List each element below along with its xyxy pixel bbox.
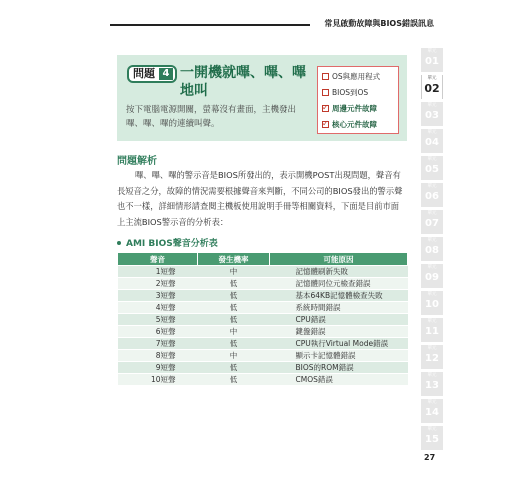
table-row (118, 374, 408, 386)
beep-code-table (117, 252, 408, 386)
cell-cause: CMOS錯誤 (270, 374, 408, 386)
chapter-tabs (421, 48, 443, 453)
chapter-tab-04[interactable] (421, 129, 443, 153)
cell-sound: 7短聲 (118, 338, 198, 350)
chapter-tab-label: 單元 (427, 346, 437, 351)
checkbox-checked-icon (322, 105, 329, 112)
chapter-tab-09[interactable] (421, 264, 443, 288)
tag-peripheral-failure: ✓周邊元件故障 (322, 102, 377, 116)
section-body: 嗶、嗶、嗶的警示音是BIOS所發出的，表示開機POST出現問題，聲音有長短音之分，故障的情況需要根據聲音來判斷，不同公司的BIOS發出的警示聲也不一樣，詳細情形請查閱主機板使用說明手冊等相關資料，下面是目前市面上主流BIOS警示音的分析表： (117, 170, 403, 227)
chapter-tab-number: 11 (425, 326, 439, 337)
chapter-tab-number: 06 (425, 191, 439, 202)
column-header-probability: 發生機率 (198, 253, 270, 266)
chapter-tab-number: 12 (425, 353, 439, 364)
cell-cause: 系統時間錯誤 (270, 302, 408, 314)
question-badge-label: 問題 (133, 67, 155, 80)
chapter-tab-05[interactable] (421, 156, 443, 180)
checkbox-icon (322, 89, 329, 96)
chapter-tab-label: 單元 (427, 49, 437, 54)
question-title: 一開機就嗶、嗶、嗶地叫 (180, 65, 306, 99)
cell-probability: 低 (198, 314, 270, 326)
table-row (118, 338, 408, 350)
cell-cause: 基本64KB記憶體檢查失敗 (270, 290, 408, 302)
table-header-row (118, 253, 408, 266)
cell-probability: 低 (198, 362, 270, 374)
tag-os-apps: OS與應用程式 (322, 70, 380, 84)
column-header-cause: 可能原因 (270, 253, 408, 266)
cell-sound: 10短聲 (118, 374, 198, 386)
chapter-tab-number: 08 (425, 245, 439, 256)
table-row (118, 290, 408, 302)
chapter-tab-number: 09 (425, 272, 439, 283)
chapter-tab-07[interactable] (421, 210, 443, 234)
checkbox-icon (322, 73, 329, 80)
chapter-tab-number: 01 (425, 56, 439, 67)
chapter-tab-label: 單元 (427, 292, 437, 297)
table-row (118, 302, 408, 314)
chapter-tab-06[interactable] (421, 183, 443, 207)
cell-sound: 5短聲 (118, 314, 198, 326)
chapter-tab-08[interactable] (421, 237, 443, 261)
section-title: 問題解析 (117, 156, 157, 167)
table-row (118, 266, 408, 278)
question-badge (127, 65, 177, 83)
chapter-tab-13[interactable] (421, 372, 443, 396)
chapter-tab-label: 單元 (427, 157, 437, 162)
cell-probability: 低 (198, 278, 270, 290)
cell-sound: 2短聲 (118, 278, 198, 290)
chapter-tab-10[interactable] (421, 291, 443, 315)
column-header-sound: 聲音 (118, 253, 198, 266)
tag-core-failure: ✓核心元件故障 (322, 118, 377, 132)
page-number: 27 (424, 453, 436, 462)
chapter-tab-label: 單元 (427, 265, 437, 270)
chapter-tab-12[interactable] (421, 345, 443, 369)
chapter-tab-01[interactable] (421, 48, 443, 72)
cell-sound: 9短聲 (118, 362, 198, 374)
question-badge-number: 4 (159, 68, 173, 80)
cell-probability: 低 (198, 338, 270, 350)
cell-cause: CPU錯誤 (270, 314, 408, 326)
chapter-tab-label: 單元 (427, 103, 437, 108)
chapter-tab-number: 05 (425, 164, 439, 175)
table-row (118, 326, 408, 338)
chapter-tab-label: 單元 (427, 238, 437, 243)
cell-probability: 低 (198, 290, 270, 302)
chapter-tab-label: 單元 (427, 373, 437, 378)
chapter-tab-label: 單元 (427, 130, 437, 135)
chapter-tab-number: 02 (424, 82, 440, 95)
chapter-tab-label: 單元 (427, 211, 437, 216)
table-row (118, 362, 408, 374)
cell-probability: 中 (198, 350, 270, 362)
chapter-tab-label: 單元 (427, 427, 437, 432)
running-header: 常見啟動故障與BIOS錯誤訊息 (310, 16, 440, 32)
cell-probability: 低 (198, 302, 270, 314)
table-row (118, 314, 408, 326)
cell-cause: 顯示卡記憶體錯誤 (270, 350, 408, 362)
cell-sound: 8短聲 (118, 350, 198, 362)
cell-sound: 4短聲 (118, 302, 198, 314)
bullet-icon (117, 241, 121, 245)
checkbox-checked-icon (322, 121, 329, 128)
chapter-tab-11[interactable] (421, 318, 443, 342)
cell-sound: 6短聲 (118, 326, 198, 338)
table-row (118, 278, 408, 290)
cell-probability: 中 (198, 266, 270, 278)
chapter-tab-number: 13 (425, 380, 439, 391)
category-tags (317, 66, 399, 134)
chapter-tab-03[interactable] (421, 102, 443, 126)
chapter-tab-label: 單元 (427, 400, 437, 405)
chapter-tab-02[interactable] (421, 75, 443, 99)
question-description: 按下電腦電源開關，螢幕沒有畫面，主機發出嗶、嗶、嗶的連續叫聲。 (126, 105, 297, 129)
chapter-tab-number: 14 (425, 407, 439, 418)
chapter-tab-15[interactable] (421, 426, 443, 450)
cell-sound: 3短聲 (118, 290, 198, 302)
chapter-tab-label: 單元 (427, 76, 437, 81)
cell-sound: 1短聲 (118, 266, 198, 278)
chapter-tab-number: 07 (425, 218, 439, 229)
cell-probability: 中 (198, 326, 270, 338)
chapter-tab-14[interactable] (421, 399, 443, 423)
table-row (118, 350, 408, 362)
cell-cause: 記憶體刷新失敗 (270, 266, 408, 278)
cell-cause: BIOS的ROM錯誤 (270, 362, 408, 374)
chapter-tab-label: 單元 (427, 319, 437, 324)
chapter-tab-number: 10 (425, 299, 439, 310)
chapter-tab-number: 03 (425, 110, 439, 121)
cell-cause: 鍵盤錯誤 (270, 326, 408, 338)
cell-cause: 記憶體同位元檢查錯誤 (270, 278, 408, 290)
cell-probability: 低 (198, 374, 270, 386)
tag-bios-to-os: BIOS到OS (322, 86, 368, 100)
cell-cause: CPU執行Virtual Mode錯誤 (270, 338, 408, 350)
chapter-tab-label: 單元 (427, 184, 437, 189)
chapter-tab-number: 15 (425, 434, 439, 445)
chapter-tab-number: 04 (425, 137, 439, 148)
table-title: AMI BIOS聲音分析表 (117, 236, 218, 249)
